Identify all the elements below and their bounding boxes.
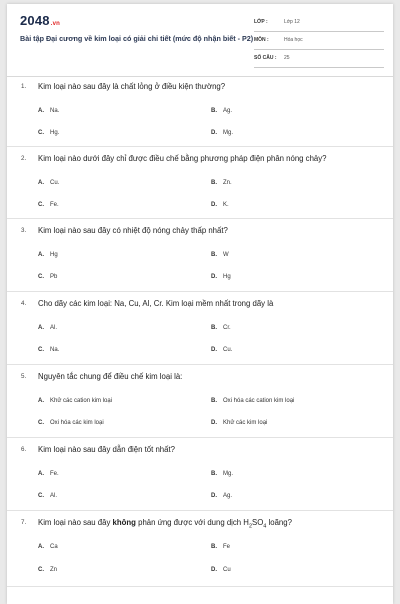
option-letter: A.: [38, 252, 44, 258]
question-2: [21, 154, 381, 214]
option-b[interactable]: [211, 398, 294, 404]
option-letter: C.: [38, 567, 44, 573]
option-text: Cu.: [223, 347, 233, 353]
option-letter: A.: [38, 108, 44, 114]
question-number: 5.: [21, 373, 27, 380]
option-letter: A.: [38, 544, 44, 550]
option-text: Pb: [50, 274, 58, 280]
option-text: Fe.: [50, 202, 59, 208]
meta-row-subject: [254, 34, 384, 50]
question-3: [21, 226, 381, 286]
option-a[interactable]: [38, 398, 112, 404]
option-c[interactable]: [38, 202, 59, 208]
option-letter: A.: [38, 180, 44, 186]
option-letter: D.: [211, 130, 217, 136]
option-text: Cu.: [50, 180, 60, 186]
option-text: Ca: [50, 544, 58, 550]
option-b[interactable]: [211, 180, 232, 186]
option-d[interactable]: [211, 347, 232, 353]
option-letter: A.: [38, 471, 44, 477]
meta-value-class: Lớp 12: [284, 19, 300, 25]
question-text: Nguyên tắc chung để điều chế kim loại là:: [38, 372, 183, 381]
option-letter: D.: [211, 347, 217, 353]
question-number: 3.: [21, 227, 27, 234]
option-text: Ag.: [223, 108, 233, 114]
question-text-emphasis: không: [112, 518, 136, 527]
option-text: Na.: [50, 108, 60, 114]
option-text: K.: [223, 202, 229, 208]
divider: [7, 586, 393, 587]
option-text: Mg.: [223, 130, 234, 136]
divider: [7, 510, 393, 511]
meta-row-class: [254, 16, 384, 32]
question-1: [21, 82, 381, 142]
worksheet-header: [7, 4, 393, 77]
option-letter: C.: [38, 202, 44, 208]
logo-text: 2048: [20, 13, 50, 28]
option-c[interactable]: [38, 130, 59, 136]
option-a[interactable]: [38, 252, 58, 258]
option-text: Mg.: [223, 471, 234, 477]
meta-row-count: [254, 52, 384, 68]
option-d[interactable]: [211, 420, 267, 426]
option-letter: D.: [211, 567, 217, 573]
option-letter: C.: [38, 493, 44, 499]
option-letter: C.: [38, 420, 44, 426]
question-7: [21, 518, 381, 580]
meta-label-count: SỐ CÂU :: [254, 55, 277, 61]
option-text: Zn: [50, 567, 58, 573]
question-text: Kim loại nào sau đây là chất lỏng ở điều kiện thường?: [38, 82, 226, 91]
option-a[interactable]: [38, 471, 59, 477]
option-d[interactable]: [211, 274, 231, 280]
option-b[interactable]: [211, 544, 230, 550]
option-text: Oxi hóa các kim loại: [50, 420, 104, 426]
document-title: Bài tập Đại cương về kim loại có giải chi tiết (mức độ nhận biết - P2): [20, 34, 254, 43]
question-number: 7.: [21, 519, 27, 526]
option-c[interactable]: [38, 567, 57, 573]
option-letter: D.: [211, 274, 217, 280]
divider: [7, 146, 393, 147]
question-4: [21, 299, 381, 359]
option-text: Oxi hóa các cation kim loại: [223, 398, 295, 404]
site-logo[interactable]: [20, 13, 60, 28]
worksheet-page: [7, 4, 393, 604]
subscript: 4: [263, 523, 267, 530]
option-text: Hg: [50, 252, 58, 258]
option-b[interactable]: [211, 471, 233, 477]
option-text: Al.: [50, 325, 58, 331]
option-letter: B.: [211, 398, 217, 404]
option-text: W: [223, 252, 229, 258]
meta-label-subject: MÔN :: [254, 37, 269, 43]
option-letter: B.: [211, 471, 217, 477]
option-letter: D.: [211, 202, 217, 208]
divider: [7, 437, 393, 438]
meta-info: [254, 16, 384, 70]
option-c[interactable]: [38, 347, 59, 353]
option-d[interactable]: [211, 130, 233, 136]
subscript: 2: [248, 523, 252, 530]
option-text: Cu: [223, 567, 231, 573]
option-a[interactable]: [38, 180, 59, 186]
divider: [7, 364, 393, 365]
option-text: Fe: [223, 544, 231, 550]
question-text: Cho dãy các kim loại: Na, Cu, Al, Cr. Kim loại mềm nhất trong dãy là: [38, 299, 274, 308]
option-letter: A.: [38, 398, 44, 404]
question-number: 1.: [21, 83, 27, 90]
option-a[interactable]: [38, 544, 58, 550]
option-letter: C.: [38, 274, 44, 280]
option-text: Cr.: [223, 325, 231, 331]
option-letter: C.: [38, 347, 44, 353]
option-text: Na.: [50, 347, 60, 353]
meta-label-class: LỚP :: [254, 19, 268, 25]
option-letter: B.: [211, 180, 217, 186]
divider: [7, 291, 393, 292]
question-6: [21, 445, 381, 505]
question-text: Kim loại nào sau đây dẫn điện tốt nhất?: [38, 445, 175, 454]
option-a[interactable]: [38, 325, 57, 331]
option-text: Khử các cation kim loại: [50, 398, 113, 404]
option-letter: A.: [38, 325, 44, 331]
option-text: Khử các kim loại: [223, 420, 268, 426]
option-letter: B.: [211, 325, 217, 331]
question-text-part: loãng?: [266, 518, 292, 527]
meta-value-count: 25: [284, 55, 290, 61]
option-letter: B.: [211, 108, 217, 114]
option-letter: B.: [211, 252, 217, 258]
option-text: Ag.: [223, 493, 233, 499]
option-letter: C.: [38, 130, 44, 136]
option-letter: D.: [211, 493, 217, 499]
option-text: Zn.: [223, 180, 232, 186]
option-letter: B.: [211, 544, 217, 550]
option-c[interactable]: [38, 274, 57, 280]
option-letter: D.: [211, 420, 217, 426]
option-d[interactable]: [211, 493, 232, 499]
question-text: Kim loại nào sau đây có nhiệt độ nóng chảy thấp nhất?: [38, 226, 228, 235]
option-d[interactable]: [211, 567, 231, 573]
question-text: Kim loại nào dưới đây chỉ được điều chế bằng phương pháp điện phân nóng chảy?: [38, 154, 327, 163]
option-c[interactable]: [38, 420, 104, 426]
option-text: Fe.: [50, 471, 59, 477]
option-b[interactable]: [211, 325, 231, 331]
option-text: Al.: [50, 493, 58, 499]
option-a[interactable]: [38, 108, 59, 114]
question-number: 6.: [21, 446, 27, 453]
divider: [7, 218, 393, 219]
option-d[interactable]: [211, 202, 229, 208]
option-text: Hg: [223, 274, 231, 280]
question-number: 4.: [21, 300, 27, 307]
meta-value-subject: Hóa học: [284, 37, 303, 43]
option-c[interactable]: [38, 493, 57, 499]
question-text-part: Kim loại nào sau đây: [38, 518, 113, 527]
question-number: 2.: [21, 155, 27, 162]
question-5: [21, 372, 381, 432]
question-text-part: SO: [252, 518, 264, 527]
option-text: Hg.: [50, 130, 60, 136]
question-text: [38, 518, 292, 530]
option-b[interactable]: [211, 108, 232, 114]
option-b[interactable]: [211, 252, 229, 258]
question-text-part: phản ứng được với dung dịch H: [135, 518, 249, 527]
logo-suffix: .vn: [50, 21, 61, 27]
